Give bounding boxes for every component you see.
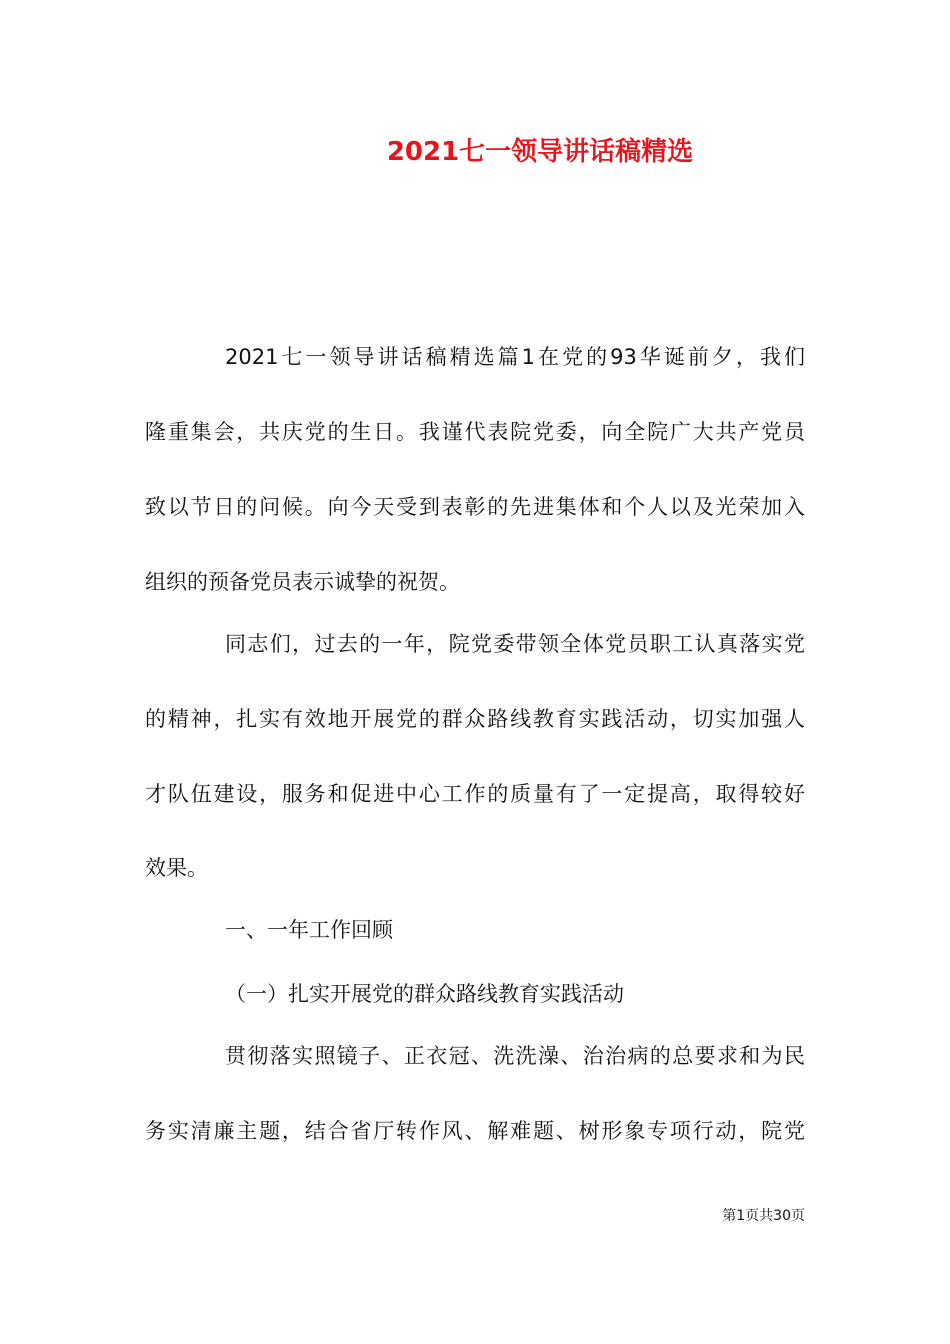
body-line: 同志们，过去的一年，院党委带领全体党员职工认真落实党	[225, 632, 805, 656]
body-line: 效果。	[145, 856, 208, 880]
page-number: 第1页共30页	[722, 1208, 805, 1224]
page-title: 2021七一领导讲话稿精选	[386, 137, 694, 167]
body-line: 的精神，扎实有效地开展党的群众路线教育实践活动，切实加强人	[145, 707, 805, 731]
body-line: 组织的预备党员表示诚挚的祝贺。	[145, 570, 460, 594]
body-line: 隆重集会，共庆党的生日。我谨代表院党委，向全院广大共产党员	[145, 420, 805, 444]
body-line: 贯彻落实照镜子、正衣冠、洗洗澡、治治病的总要求和为民	[225, 1044, 805, 1068]
subsection-heading: （一）扎实开展党的群众路线教育实践活动	[225, 982, 624, 1006]
body-line: 务实清廉主题，结合省厅转作风、解难题、树形象专项行动，院党	[145, 1119, 805, 1143]
body-line: 致以节日的问候。向今天受到表彰的先进集体和个人以及光荣加入	[145, 495, 805, 519]
body-line: 才队伍建设，服务和促进中心工作的质量有了一定提高，取得较好	[145, 782, 805, 806]
body-line: 2021七一领导讲话稿精选篇1在党的93华诞前夕，我们	[225, 345, 805, 369]
section-heading: 一、一年工作回顾	[225, 918, 393, 942]
